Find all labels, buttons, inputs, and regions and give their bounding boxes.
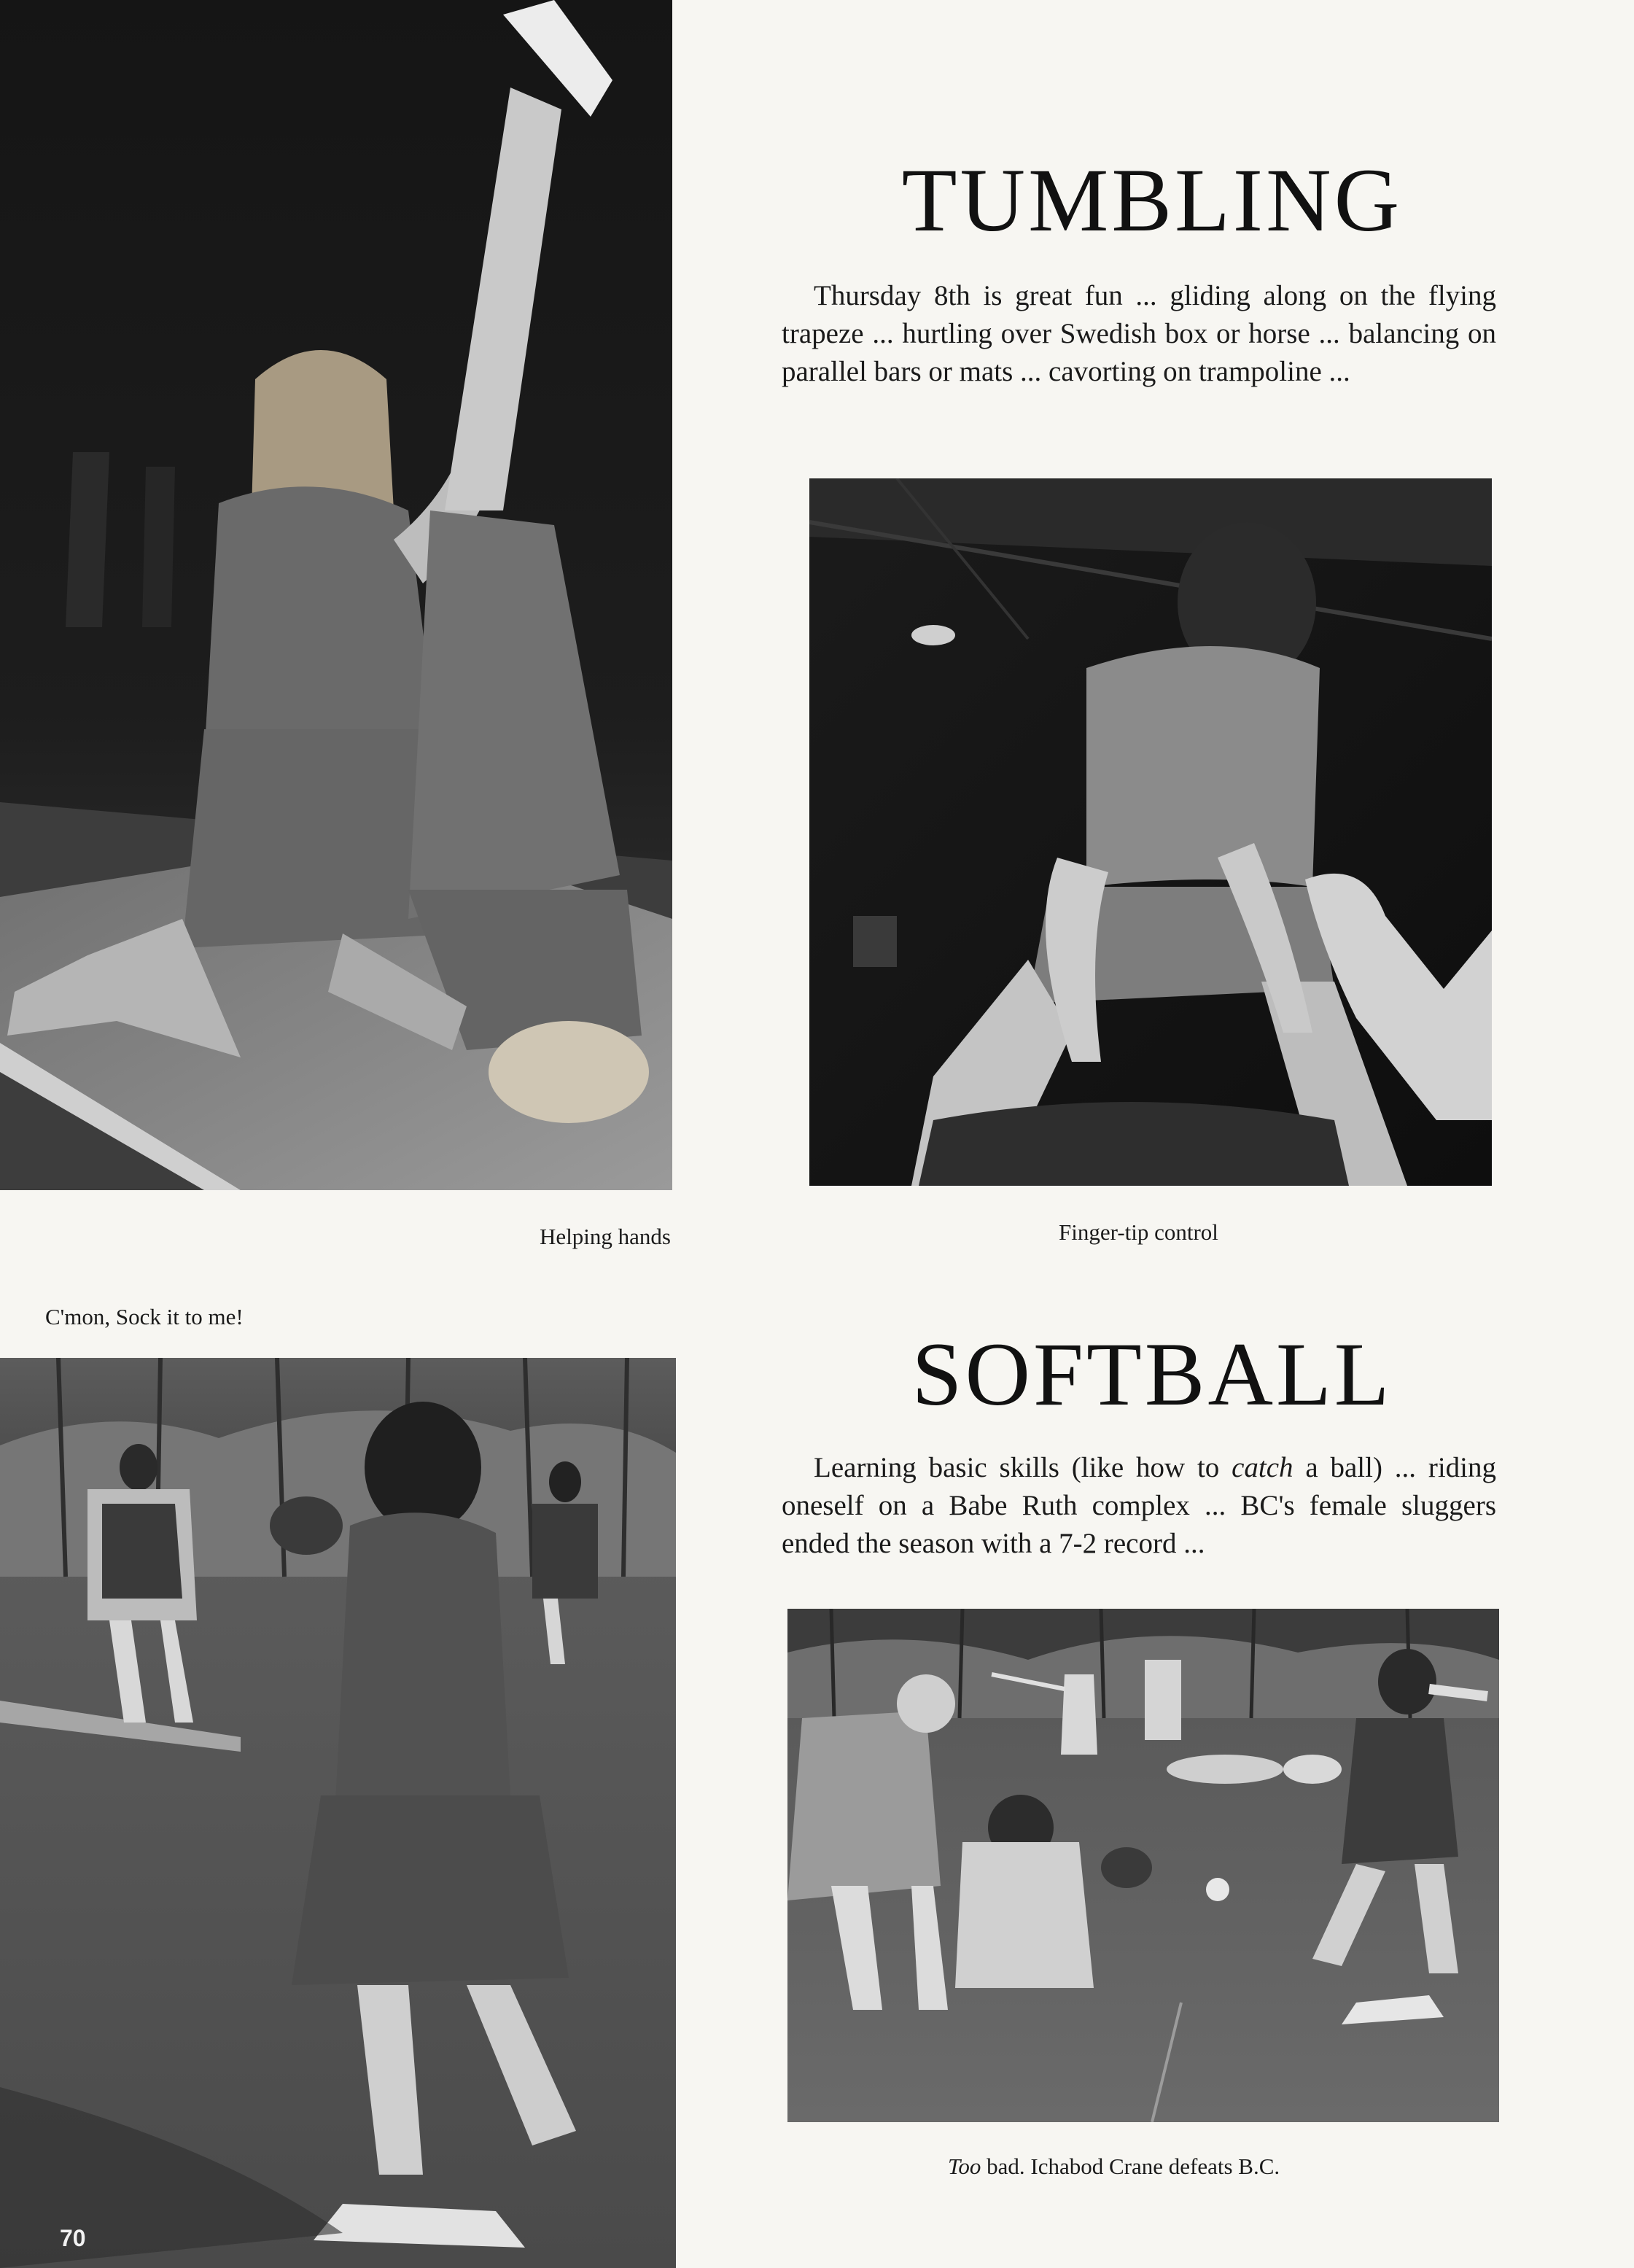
page-number: 70 bbox=[60, 2225, 86, 2251]
caption-too-bad bbox=[948, 2152, 1280, 2181]
softball-text-emphasis: catch bbox=[1232, 1452, 1293, 1483]
photo-helping-hands bbox=[0, 0, 672, 1190]
photo-sock-it-to-me bbox=[0, 1358, 676, 2268]
caption-sock-it: C'mon, Sock it to me! bbox=[45, 1304, 244, 1329]
caption-helping-hands: Helping hands bbox=[540, 1224, 671, 1249]
caption-too-bad-rest: bad. Ichabod Crane defeats B.C. bbox=[981, 2154, 1280, 2179]
softball-text-end: a ball) ... riding oneself on a Babe Ruth complex ... BC's female sluggers ended the season with a 7-2 record ... bbox=[782, 1452, 1496, 1559]
softball-text-start: Learning basic skills (like how to bbox=[814, 1452, 1232, 1483]
photo-softball-game bbox=[787, 1609, 1499, 2122]
softball-heading: SOFTBALL bbox=[911, 1324, 1393, 1424]
caption-finger-tip-control: Finger-tip control bbox=[1059, 1219, 1218, 1245]
tumbling-heading: TUMBLING bbox=[901, 150, 1403, 250]
photo-finger-tip-control bbox=[809, 478, 1492, 1186]
caption-too-bad-emphasis: Too bbox=[948, 2154, 981, 2179]
tumbling-description: Thursday 8th is great fun ... gliding along on the flying trapeze ... hurtling over Swedish box or horse ... balancing on parallel bars or mats ... cavorting on trampoline ... bbox=[782, 280, 1496, 387]
softball-description bbox=[782, 1449, 1496, 1563]
